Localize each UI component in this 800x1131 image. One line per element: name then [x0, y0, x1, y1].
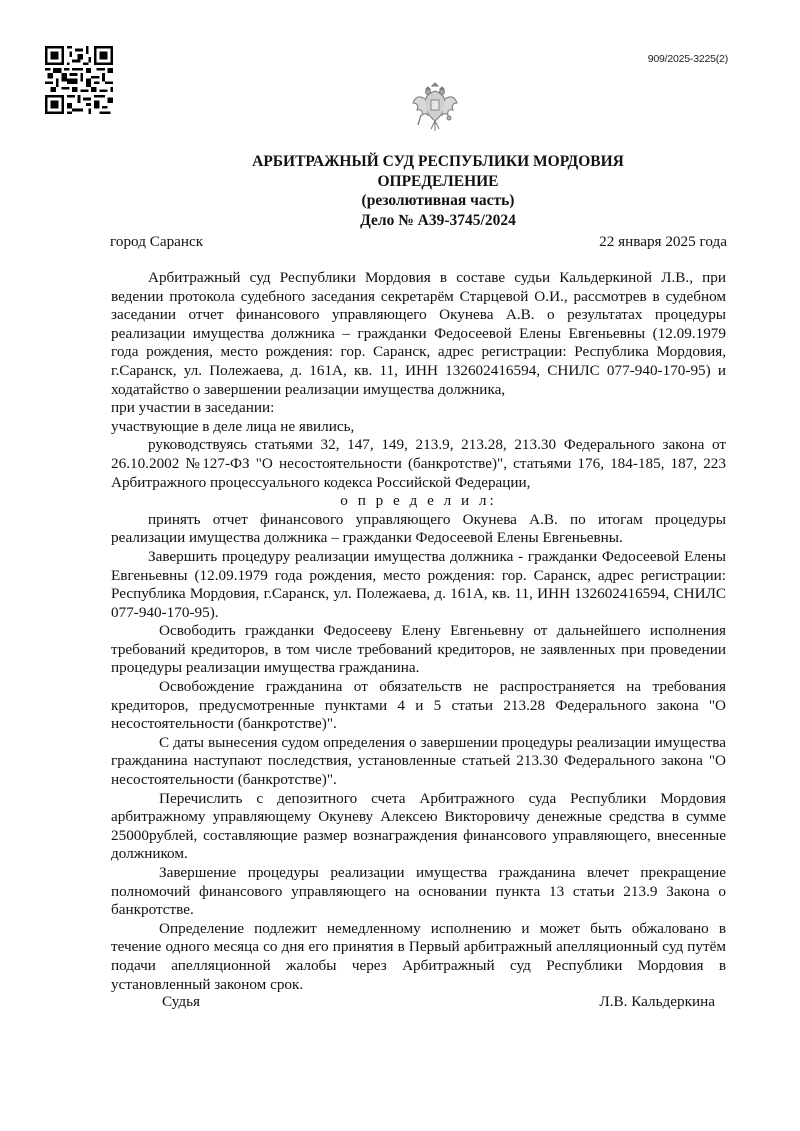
ruling-paragraph: Определение подлежит немедленному исполнению и может быть обжаловано в течение одного месяца со дня его принятия в Первый арбитражный апелляционный суд путём подачи апелляционной жалобы через Арбитражный суд Республики Мордовия в установленный законом срок. — [111, 919, 726, 993]
city: город Саранск — [110, 233, 204, 250]
legal-basis-paragraph: руководствуясь статьями 32, 147, 149, 213.9, 213.28, 213.30 Федерального закона от 26.10.2002 №127-ФЗ "О несостоятельности (банкротстве)", статьями 176, 184-185, 187, 223 Арбитражного процессуального кодекса Российской Федерации, — [111, 436, 726, 491]
qr-code-icon — [45, 46, 113, 114]
ruling-paragraph: Освободить гражданки Федосееву Елену Евгеньевну от дальнейшего исполнения требований кредиторов, в том числе требований кредиторов, не заявленных при проведении процедуры реализации имущества гражданина. — [111, 622, 726, 677]
ruling-paragraph: принять отчет финансового управляющего Окунева А.В. по итогам процедуры реализации имущества должника – гражданки Федосеевой Елены Евгеньевны. — [111, 510, 726, 547]
ruling-paragraph: С даты вынесения судом определения о завершении процедуры реализации имущества гражданина наступают последствия, установленные статьей 213.30 Федерального закона "О несостоятельности (банкротстве)". — [111, 733, 726, 789]
ruling-paragraph: Завершить процедуру реализации имущества должника - гражданки Федосеевой Елены Евгеньевны (12.09.1979 года рождения, место рождения: гор. Саранск, адрес регистрации: Республика Мордовия, г.Саранск, ул. Полежаева, д. 161А, кв. 11, ИНН 132602416594, СНИЛС 077-940-170-95). — [111, 547, 726, 621]
ruling-paragraph: Освобождение гражданина от обязательств не распространяется на требования кредиторов, предусмотренные пунктами 4 и 5 статьи 213.28 Федерального закона "О несостоятельности (банкротстве)". — [111, 678, 726, 733]
court-name: АРБИТРАЖНЫЙ СУД РЕСПУБЛИКИ МОРДОВИЯ — [252, 153, 624, 170]
document-number: 909/2025-3225(2) — [647, 53, 728, 65]
participation-line: при участии в заседании: — [111, 399, 275, 417]
case-number: Дело № А39-3745/2024 — [360, 211, 516, 229]
document-type: ОПРЕДЕЛЕНИЕ — [377, 172, 499, 190]
document-body — [111, 269, 726, 994]
signatory-role: Судья — [162, 993, 201, 1010]
decided-heading: о п р е д е л и л: — [340, 492, 497, 510]
ruling-paragraph: Перечислить с депозитного счета Арбитражного суда Республики Мордовия арбитражному управляющему Окуневу Алексею Викторовичу денежные средства в сумме 25000рублей, составляющие размер вознаграждения финансового управляющего, внесенные должником. — [111, 789, 726, 863]
document-subtype: (резолютивная часть) — [361, 192, 515, 209]
signatory-name: Л.В. Кальдеркина — [599, 993, 715, 1010]
intro-paragraph: Арбитражный суд Республики Мордовия в составе судьи Кальдеркиной Л.В., при ведении протокола судебного заседания секретарём Старцевой О.И., рассмотрев в судебном заседании отчет финансового управляющего Окунева А.В. о результатах процедуры реализации имущества должника – гражданки Федосеевой Елены Евгеньевны (12.09.1979 года рождения, место рождения: гор. Саранск, адрес регистрации: Республика Мордовия, г.Саранск, ул. Полежаева, д. 161А, кв. 11, ИНН 132602416594, СНИЛС 077-940-170-95) и ходатайство о завершении реализации имущества должника, — [111, 269, 726, 398]
document-heading — [0, 152, 800, 230]
absent-line: участвующие в деле лица не явились, — [111, 417, 355, 435]
decision-date: 22 января 2025 года — [599, 233, 727, 250]
russian-coat-of-arms-icon — [411, 79, 459, 137]
ruling-paragraph: Завершение процедуры реализации имущества гражданина влечет прекращение полномочий финансового управляющего на основании пункта 13 статьи 213.9 Закона о банкротстве. — [111, 864, 726, 919]
